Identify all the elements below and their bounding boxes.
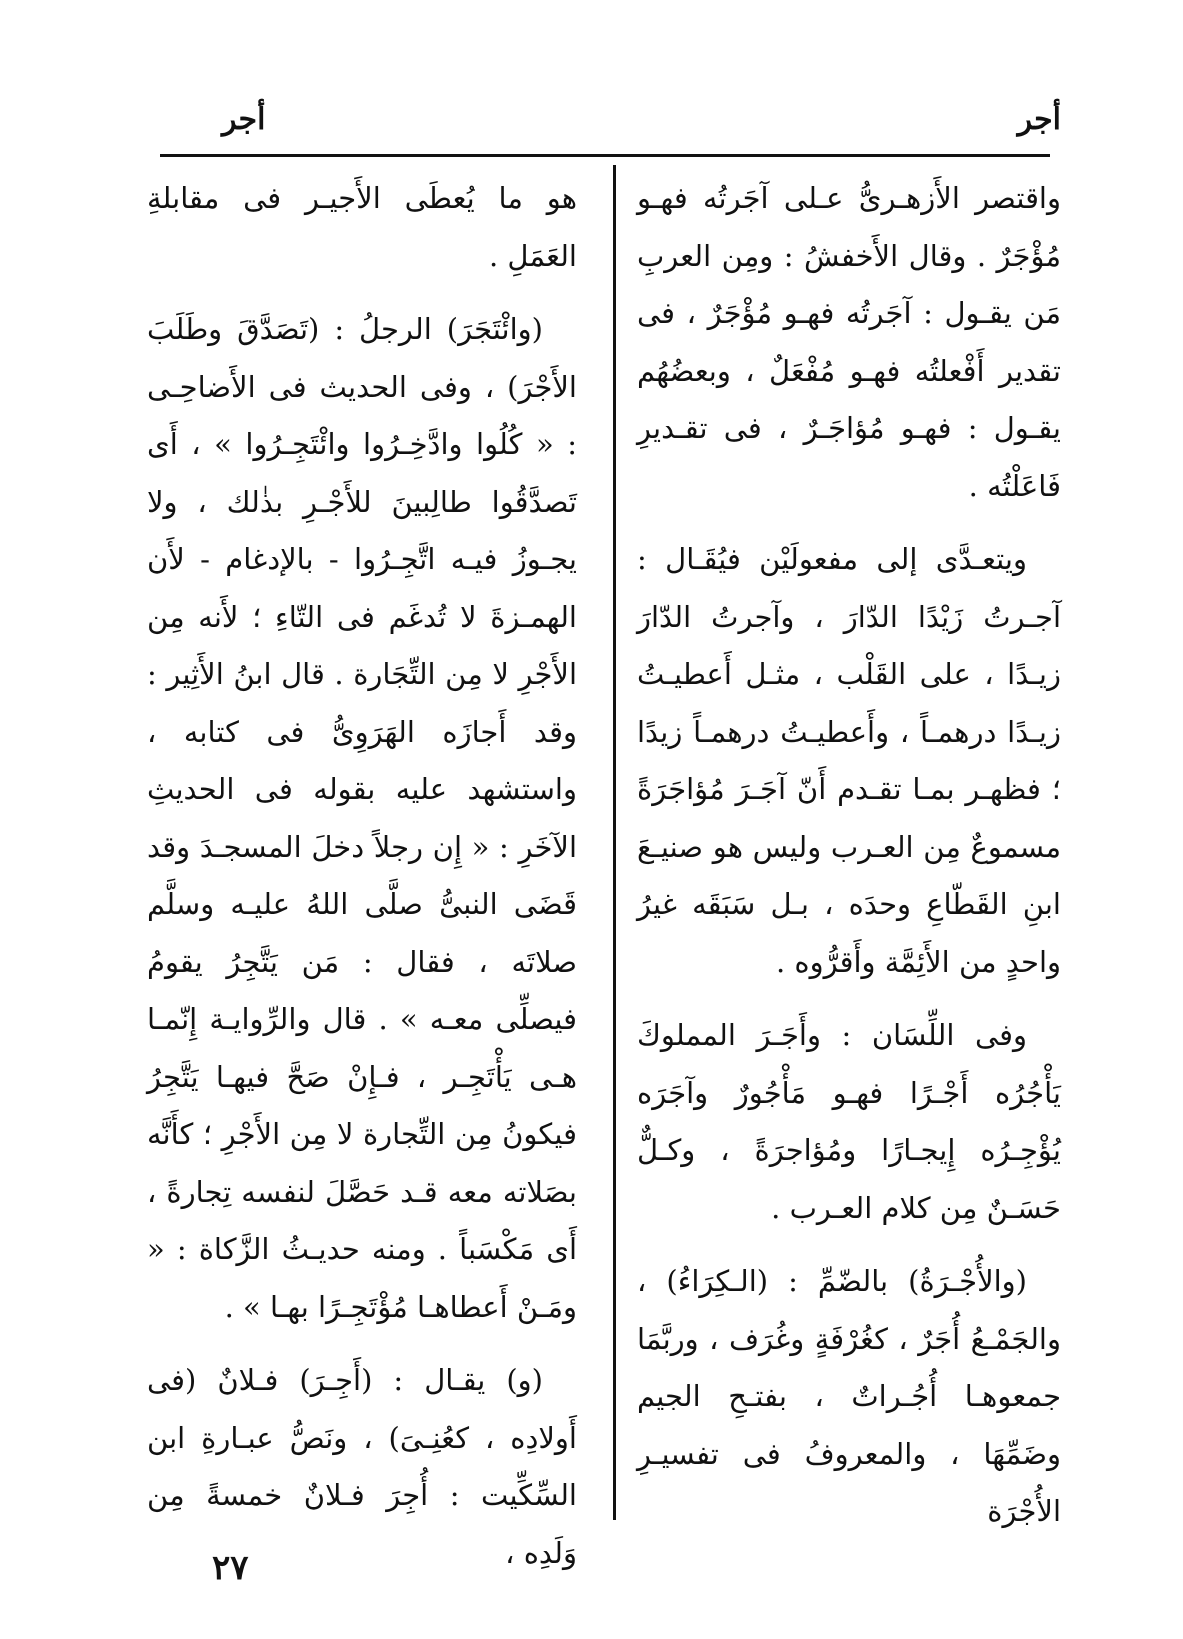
left-paragraph-1: هو ما يُعطَى الأَجيـر فى مقابلةِ العَمَلِ . (147, 181, 577, 273)
right-paragraph-2: ويتعـدَّى إلى مفعولَيْن فيُقَـال : آجـرتُ زَيْدًا الدّارَ ، وآجرتُ الدّارَ زيـدًا ، على القَلْب ، مثـل أَعطيـتُ زيـدًا درهمـاً ، وأَعطيـتُ درهمـاً زيدًا ؛ فظهـر بمـا تقـدم أَنّ آجَـرَ مُؤاجَرَةً مسموعٌ مِن العـرب وليس هو صنيـعَ ابنِ القَطّاعِ وحدَه ، بـل سَبَقَه غيرُ واحدٍ من الأَئِمَّة وأَقرُّوه . (637, 542, 1061, 979)
running-header-right: أجر (1017, 102, 1061, 137)
left-paragraph-3: (و) يقـال : (أَجِـرَ) فـلانٌ (فى أَولادِه ، كعُنِـىَ) ، ونَصُّ عبـارةِ ابن السِّكِّيت : أُجِرَ فـلانٌ خمسةً مِن وَلَدِه ، (147, 1363, 577, 1570)
header-rule (160, 154, 1050, 157)
right-column (637, 170, 1061, 1557)
page-number: ٢٧ (212, 1548, 249, 1588)
running-header-left: أجر (222, 102, 266, 137)
right-paragraph-1: واقتصر الأَزهـرىُّ عـلى آجَرتُه فهـو مُؤْجَرٌ . وقال الأَخفشُ : ومِن العربِ مَن يقـول : آجَرتُه فهـو مُؤْجَرٌ ، فى تقدير أَفْعلتُه فهـو مُفْعَلٌ ، وبعضُهُم يقـول : فهـو مُؤاجَـرٌ ، فى تقـديرِ فَاعَلْتُه . (637, 181, 1061, 503)
left-column (147, 170, 577, 1598)
column-divider (613, 165, 616, 1520)
right-paragraph-3: وفى اللِّسَان : وأَجَـرَ المملوكَ يَأْجُرُه أَجْـرًا فهـو مَأْجُورٌ وآجَرَه يُؤْجِـرُه إِيجـارًا ومُؤاجرَةً ، وكـلٌّ حَسَـنٌ مِن كلام العـرب . (637, 1018, 1061, 1225)
right-paragraph-4: (والأُجْـرَةُ) بالضّمِّ : (الـكِرَاءُ) ، والجَمْـعُ أُجَرٌ ، كغُرْفَةٍ وغُرَف ، وربَّمَا جمعوهـا أُجُـراتٌ ، بفتـحِ الجيم وضَمِّهَا ، والمعروفُ فى تفسيـرِ الأُجْرَة (637, 1264, 1061, 1528)
left-paragraph-2: (وائْتَجَرَ) الرجلُ : (تَصَدَّقَ وطَلَبَ الأَجْرَ) ، وفى الحديث فى الأَضاحِـى : « كُلُوا وادَّخِـرُوا وائْتَجِـرُوا » ، أَى تَصدَّقُوا طالِبينَ للأَجْـرِ بذٰلك ، ولا يجـوزُ فيـه اتَّجِـرُوا - بالإدغام - لأَن الهمـزةَ لا تُدغَم فى التّاءِ ؛ لأَنه مِن الأَجْرِ لا مِن التِّجَارة . قال ابنُ الأَثِير : وقد أَجازَه الهَرَوِىُّ فى كتابه ، واستشهد عليه بقوله فى الحديثِ الآخَرِ : « إِن رجلاً دخلَ المسجـدَ وقد قَضَى النبىُّ صلَّى اللهُ عليـه وسلَّم صلاتَه ، فقال : مَن يَتَّجِرُ يقومُ فيصلِّى معـه » . قال والرِّوايـة إِنّمـا هـى يَأْتَجِـر ، فـإِنْ صَحَّ فيهـا يَتَّجِرُ فيكونُ مِن التِّجارة لا مِن الأَجْرِ ؛ كأَنَّه بصَلاته معه قـد حَصَّلَ لنفسه تِجارةً ، أَى مَكْسَباً . ومنه حديـثُ الزَّكاة : « ومَـنْ أَعطاهـا مُؤْتَجِـرًا بهـا » . (147, 312, 577, 1324)
